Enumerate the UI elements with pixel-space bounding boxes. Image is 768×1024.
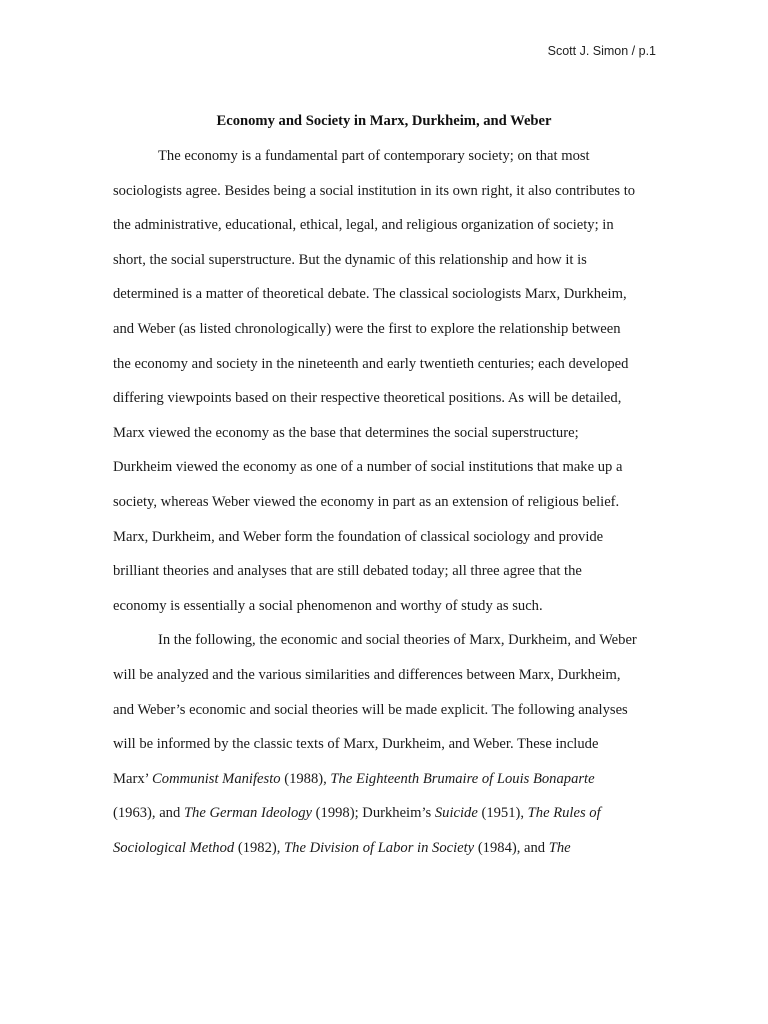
text-span: Marx’ bbox=[113, 770, 153, 787]
text-span: economy is essentially a social phenomenon and worthy of study as such. bbox=[113, 597, 543, 614]
text-line bbox=[113, 700, 673, 735]
text-line bbox=[113, 250, 673, 285]
text-span: (1982), bbox=[234, 839, 285, 856]
italic-title-span: Suicide bbox=[434, 805, 478, 822]
italic-title-span: The Division of Labor in Society bbox=[284, 839, 475, 856]
running-header: Scott J. Simon / p.1 bbox=[547, 44, 656, 58]
text-span: will be analyzed and the various similarities and differences between Marx, Durkheim, bbox=[113, 666, 621, 683]
text-line bbox=[113, 146, 673, 181]
text-line bbox=[113, 284, 673, 319]
text-span: society, whereas Weber viewed the economy in part as an extension of religious belief. bbox=[113, 493, 620, 510]
text-span: (1984), and bbox=[474, 839, 549, 856]
text-span: (1963), and bbox=[113, 805, 184, 822]
text-line bbox=[113, 527, 673, 562]
document-title: Economy and Society in Marx, Durkheim, and Weber bbox=[216, 113, 552, 129]
text-line bbox=[113, 354, 673, 389]
text-line bbox=[113, 388, 673, 423]
text-span: will be informed by the classic texts of Marx, Durkheim, and Weber. These include bbox=[113, 736, 599, 753]
body-text bbox=[113, 146, 673, 872]
text-span: The economy is a fundamental part of contemporary society; on that most bbox=[158, 148, 590, 164]
text-span: determined is a matter of theoretical debate. The classical sociologists Marx, Durkheim, bbox=[113, 286, 627, 303]
text-line bbox=[113, 215, 673, 250]
text-line bbox=[113, 319, 673, 354]
text-line bbox=[113, 769, 673, 804]
italic-title-span: The German Ideology bbox=[183, 805, 313, 822]
text-span: In the following, the economic and social theories of Marx, Durkheim, and Weber bbox=[158, 632, 637, 649]
text-span: the administrative, educational, ethical, legal, and religious organization of society; in bbox=[113, 217, 614, 234]
italic-title-span: Communist Manifesto bbox=[152, 770, 281, 787]
text-line bbox=[113, 596, 673, 631]
text-span: (1998); Durkheim’s bbox=[312, 805, 435, 822]
text-line bbox=[113, 181, 673, 216]
text-span: brilliant theories and analyses that are still debated today; all three agree that the bbox=[113, 563, 582, 580]
text-line bbox=[113, 457, 673, 492]
text-line bbox=[113, 561, 673, 596]
text-line bbox=[113, 630, 673, 665]
text-line bbox=[113, 665, 673, 700]
text-line bbox=[113, 734, 673, 769]
text-line bbox=[113, 423, 673, 458]
text-span: Marx, Durkheim, and Weber form the foundation of classical sociology and provide bbox=[113, 528, 604, 545]
text-span: differing viewpoints based on their respective theoretical positions. As will be detailed, bbox=[113, 390, 622, 407]
text-span: sociologists agree. Besides being a social institution in its own right, it also contributes to bbox=[113, 182, 636, 199]
text-span: and Weber (as listed chronologically) were the first to explore the relationship between bbox=[113, 320, 621, 337]
text-span: (1988), bbox=[280, 770, 331, 787]
italic-title-span: Sociological Method bbox=[113, 839, 235, 856]
text-line bbox=[113, 838, 673, 873]
italic-title-span: The Rules of bbox=[527, 805, 601, 822]
italic-title-span: The Eighteenth Brumaire of Louis Bonaparte bbox=[330, 770, 595, 787]
italic-title-span: The bbox=[548, 839, 571, 856]
text-span: Marx viewed the economy as the base that determines the social superstructure; bbox=[113, 424, 579, 441]
text-span: Durkheim viewed the economy as one of a number of social institutions that make up a bbox=[113, 459, 623, 476]
text-span: and Weber’s economic and social theories will be made explicit. The following analyses bbox=[113, 701, 628, 718]
text-span: short, the social superstructure. But the dynamic of this relationship and how it is bbox=[113, 251, 587, 268]
text-line bbox=[113, 803, 673, 838]
text-line bbox=[113, 492, 673, 527]
text-span: (1951), bbox=[477, 805, 528, 822]
text-span: the economy and society in the nineteenth and early twentieth centuries; each developed bbox=[113, 355, 629, 372]
